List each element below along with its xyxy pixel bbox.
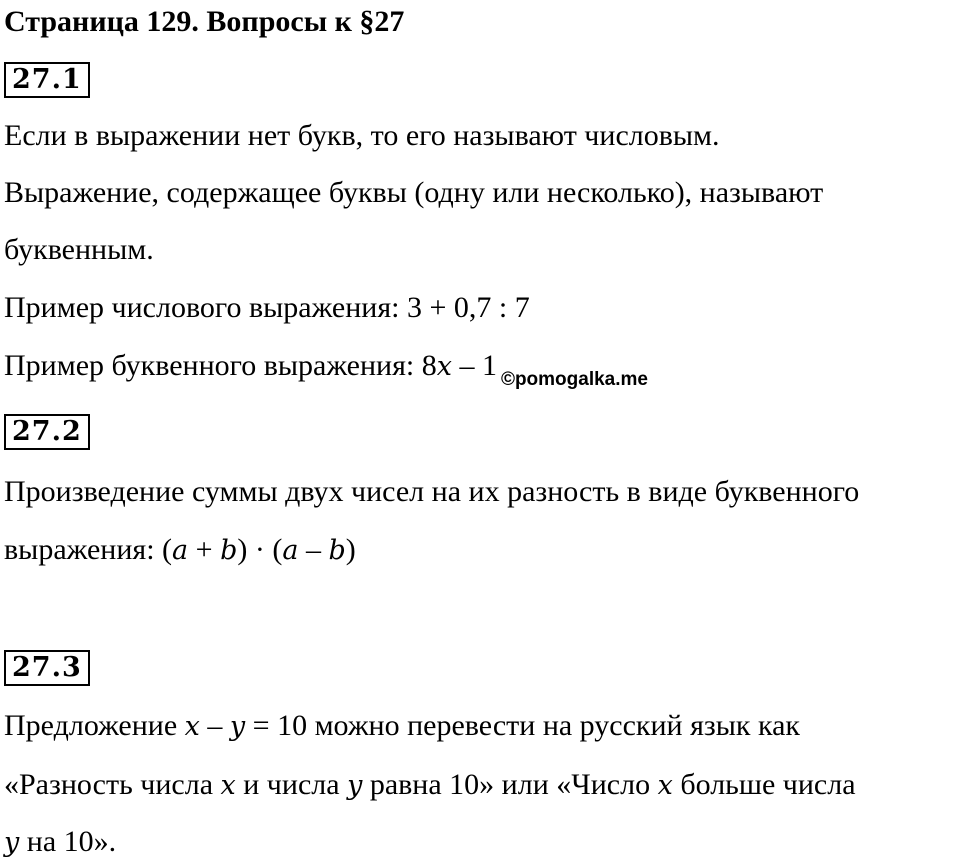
variable-x: x <box>184 711 200 742</box>
variable-b: b <box>220 535 238 566</box>
text-fragment: «Разность числа <box>4 768 221 801</box>
section-badge-27-1: 27.1 <box>4 62 90 98</box>
formula-mid: ) · ( <box>237 533 283 566</box>
text-line: Произведение суммы двух чисел на их разность в виде буквенного <box>4 475 860 508</box>
minus-sign: – <box>298 533 329 566</box>
formula-line <box>4 532 356 569</box>
text-line <box>4 767 856 804</box>
variable-x: x <box>657 770 673 801</box>
text-line: Пример числового выражения: 3 + 0,7 : 7 <box>4 291 530 324</box>
text-fragment: больше числа <box>672 768 856 801</box>
text-line <box>4 824 116 861</box>
variable-b: b <box>328 535 346 566</box>
minus-sign: – <box>199 709 230 742</box>
page-title: Страница 129. Вопросы к §27 <box>4 5 405 38</box>
variable-x: x <box>436 351 452 382</box>
variable-x: x <box>220 770 236 801</box>
variable-y: y <box>229 711 246 742</box>
text-line <box>4 708 800 745</box>
example-suffix: – 1 <box>451 349 497 382</box>
formula-close: ) <box>345 533 356 566</box>
text-fragment: = 10 можно перевести на русский язык как <box>245 709 800 742</box>
watermark: ©pomogalka.me <box>500 369 648 390</box>
text-line: Если в выражении нет букв, то его называют числовым. <box>4 119 720 152</box>
text-fragment: равна 10» или «Число <box>362 768 658 801</box>
text-fragment: и числа <box>235 768 348 801</box>
variable-a: a <box>282 535 299 566</box>
formula-prefix: выражения: ( <box>4 533 173 566</box>
section-badge-27-3: 27.3 <box>4 650 90 686</box>
text-line: Выражение, содержащее буквы (одну или несколько), называют <box>4 176 824 209</box>
variable-y: y <box>4 827 20 858</box>
example-prefix: Пример буквенного выражения: 8 <box>4 349 437 382</box>
text-fragment: Предложение <box>4 709 185 742</box>
example-line <box>4 348 648 388</box>
section-badge-27-2: 27.2 <box>4 414 90 450</box>
text-fragment: на 10». <box>19 825 117 858</box>
variable-a: a <box>172 535 189 566</box>
text-line: буквенным. <box>4 233 154 266</box>
plus-sign: + <box>188 533 221 566</box>
variable-y: y <box>347 770 363 801</box>
